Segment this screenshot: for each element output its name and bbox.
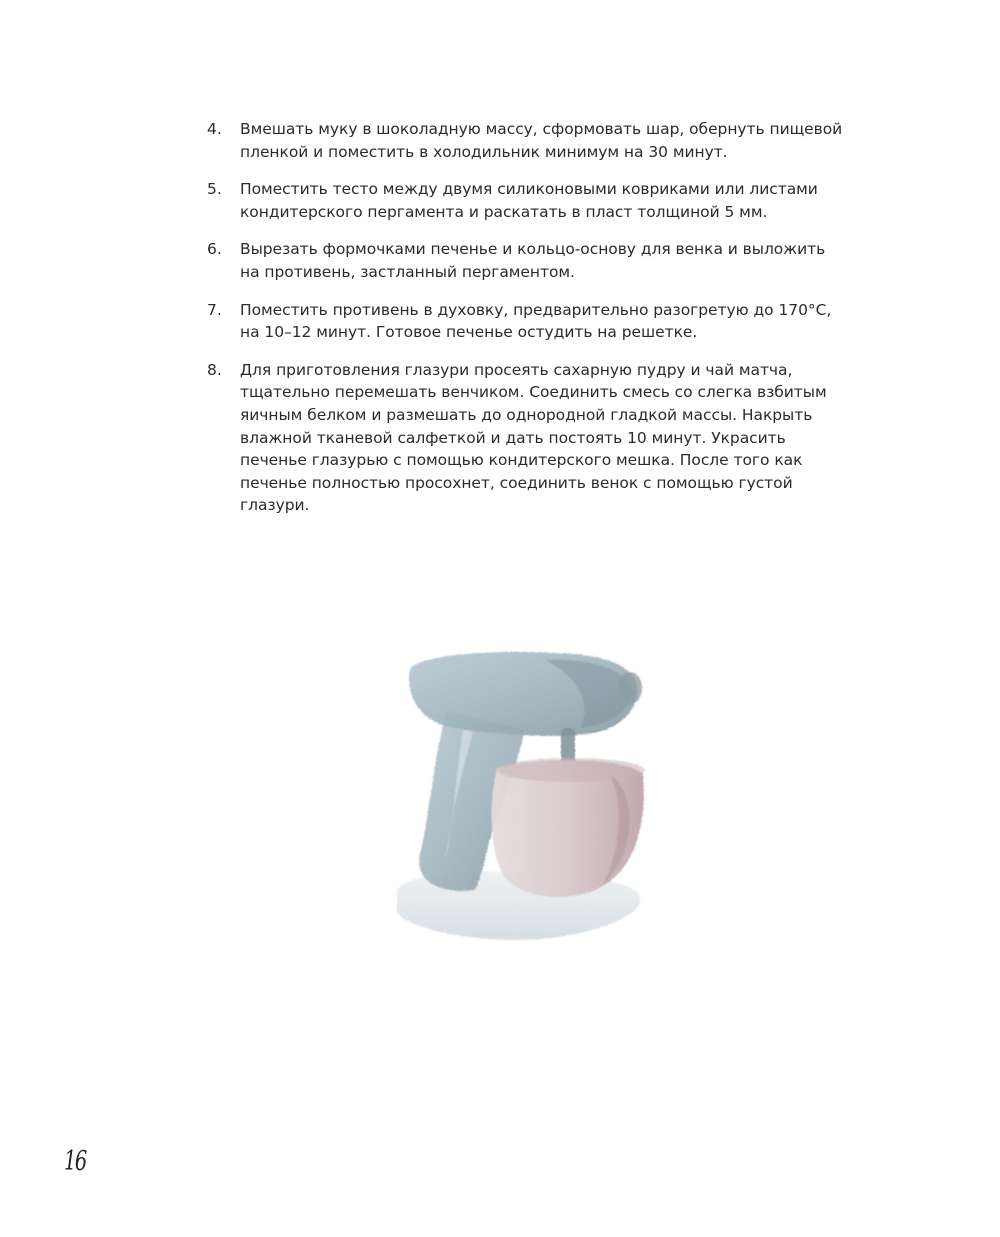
step-number: 4. bbox=[207, 120, 222, 138]
step-number: 8. bbox=[207, 360, 222, 379]
step-text: Для приготовления глазури просеять сахарную пудру и чай матча, тщательно перемешать венчиком. Соединить смесь со слегка взбитым яичным белком и размешать до однородной гладкой массы. Накрыть влажной тканевой салфеткой и дать постоять 10 минут. Украсить печенье глазурью с помощью кондитерского мешка. После того как печенье полностью просохнет, соединить венок с помощью густой глазури. bbox=[240, 360, 827, 515]
step-number: 5. bbox=[207, 180, 222, 199]
recipe-step bbox=[207, 299, 847, 344]
recipe-step bbox=[207, 359, 847, 517]
recipe-steps-list bbox=[207, 118, 847, 532]
recipe-step bbox=[207, 238, 847, 283]
recipe-step bbox=[207, 178, 847, 223]
step-number: 7. bbox=[207, 300, 222, 319]
step-text: Поместить тесто между двумя силиконовыми ковриками или листами кондитерского пергамента и раскатать в пласт толщиной 5 мм. bbox=[240, 180, 818, 221]
step-number: 6. bbox=[207, 240, 222, 259]
recipe-step bbox=[207, 118, 847, 163]
step-text: Вырезать формочками печенье и кольцо-основу для венка и выложить на противень, застланный пергаментом. bbox=[240, 240, 826, 281]
step-text: Поместить противень в духовку, предварительно разогретую до 170°С, на 10–12 минут. Готовое печенье остудить на решетке. bbox=[240, 300, 832, 342]
step-text: Вмешать муку в шоколадную массу, сформовать шар, обернуть пищевой пленкой и поместить в холодильник минимум на 30 минут. bbox=[240, 120, 843, 161]
stand-mixer-icon bbox=[375, 640, 680, 955]
page-number: 16 bbox=[64, 1146, 86, 1177]
